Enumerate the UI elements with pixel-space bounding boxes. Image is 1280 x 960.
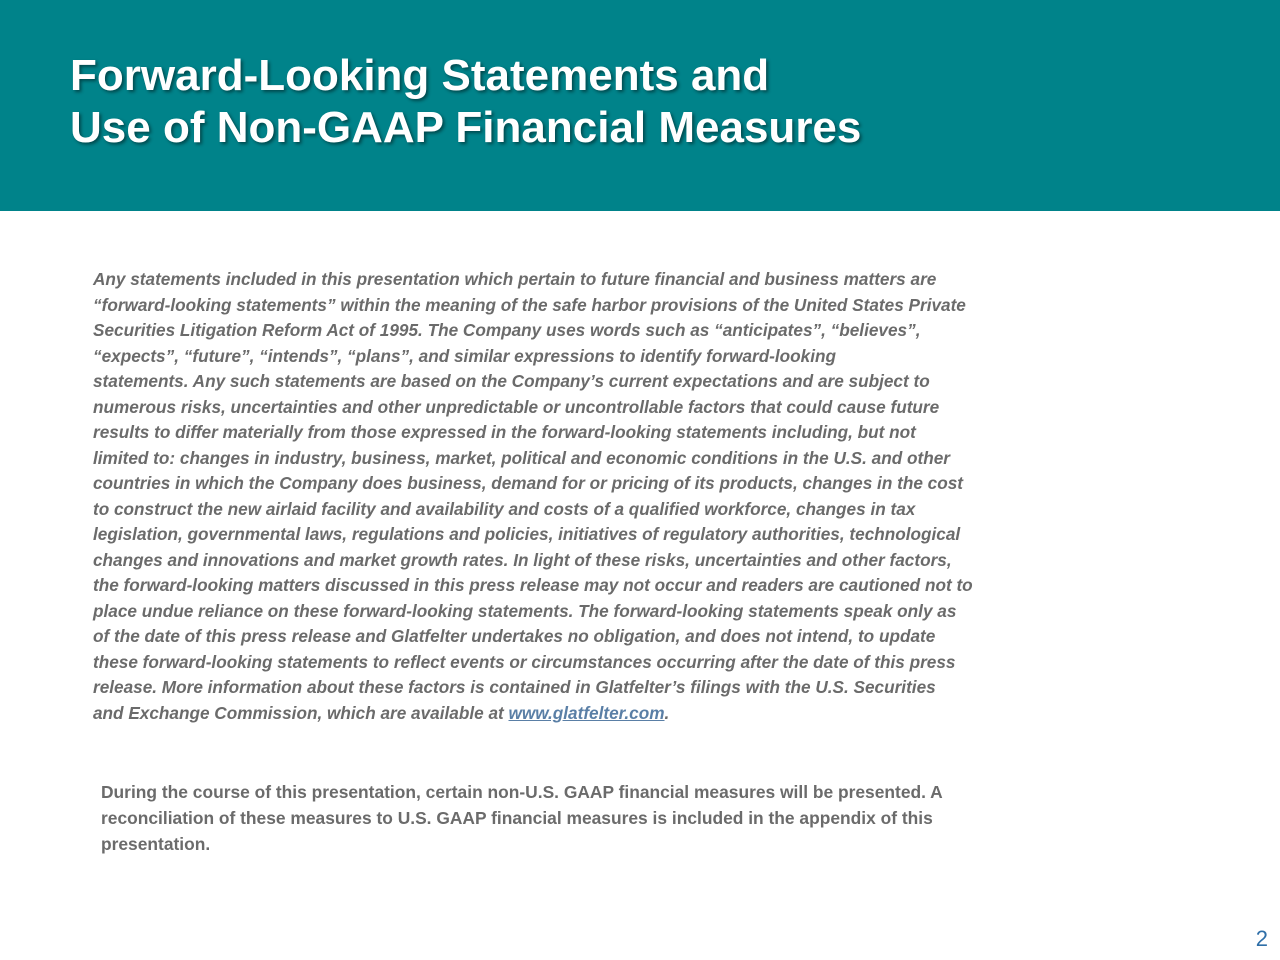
- glatfelter-website-link[interactable]: www.glatfelter.com: [508, 702, 665, 723]
- non-gaap-statement: [101, 779, 943, 857]
- title-banner: [0, 0, 1280, 211]
- disclaimer-line: Any statements included in this presentation which pertain to future financial and business matters are: [93, 269, 937, 289]
- disclaimer-line: “forward-looking statements” within the meaning of the safe harbor provisions of the United States Private: [93, 294, 966, 315]
- disclaimer-line: to construct the new airlaid facility and availability and costs of a qualified workforce, changes in tax: [93, 498, 916, 519]
- disclaimer-line: these forward-looking statements to reflect events or circumstances occurring after the date of this press: [93, 651, 956, 672]
- disclaimer-last-line-suffix: .: [664, 702, 670, 723]
- disclaimer-line: numerous risks, uncertainties and other unpredictable or uncontrollable factors that could cause future: [93, 396, 940, 417]
- forward-looking-statement: [93, 267, 973, 726]
- non-gaap-line: During the course of this presentation, certain non-U.S. GAAP financial measures will be presented. A: [101, 782, 943, 802]
- page-number: 2: [1255, 926, 1268, 951]
- non-gaap-line: reconciliation of these measures to U.S. GAAP financial measures is included in the appendix of this: [101, 808, 933, 828]
- disclaimer-line: results to differ materially from those expressed in the forward-looking statements including, but not: [93, 422, 916, 442]
- page-title-line-2: Use of Non-GAAP Financial Measures: [70, 103, 862, 152]
- disclaimer-line: changes and innovations and market growth rates. In light of these risks, uncertainties and other factors,: [93, 549, 952, 570]
- page-title: [70, 50, 861, 154]
- disclaimer-last-line-prefix: and Exchange Commission, which are available at: [93, 702, 509, 723]
- disclaimer-last-line: [93, 701, 973, 727]
- disclaimer-line: of the date of this press release and Glatfelter undertakes no obligation, and does not intend, to update: [93, 626, 936, 646]
- disclaimer-line: legislation, governmental laws, regulations and policies, initiatives of regulatory authorities, technological: [93, 524, 961, 544]
- disclaimer-line: countries in which the Company does business, demand for or pricing of its products, changes in the cost: [93, 473, 963, 493]
- disclaimer-line: place undue reliance on these forward-looking statements. The forward-looking statements speak only as: [93, 600, 957, 621]
- disclaimer-line: statements. Any such statements are based on the Company’s current expectations and are subject to: [93, 371, 930, 391]
- disclaimer-line: the forward-looking matters discussed in this press release may not occur and readers are cautioned not to: [93, 575, 973, 595]
- non-gaap-line: presentation.: [101, 834, 211, 854]
- page-title-line-1: Forward-Looking Statements and: [70, 51, 770, 100]
- disclaimer-line: Securities Litigation Reform Act of 1995. The Company uses words such as “anticipates”, “believes”,: [93, 320, 921, 340]
- disclaimer-line: “expects”, “future”, “intends”, “plans”, and similar expressions to identify forward-looking: [93, 345, 837, 366]
- disclaimer-line: release. More information about these factors is contained in Glatfelter’s filings with the U.S. Securities: [93, 677, 936, 697]
- disclaimer-line: limited to: changes in industry, business, market, political and economic conditions in the U.S. and other: [93, 447, 950, 468]
